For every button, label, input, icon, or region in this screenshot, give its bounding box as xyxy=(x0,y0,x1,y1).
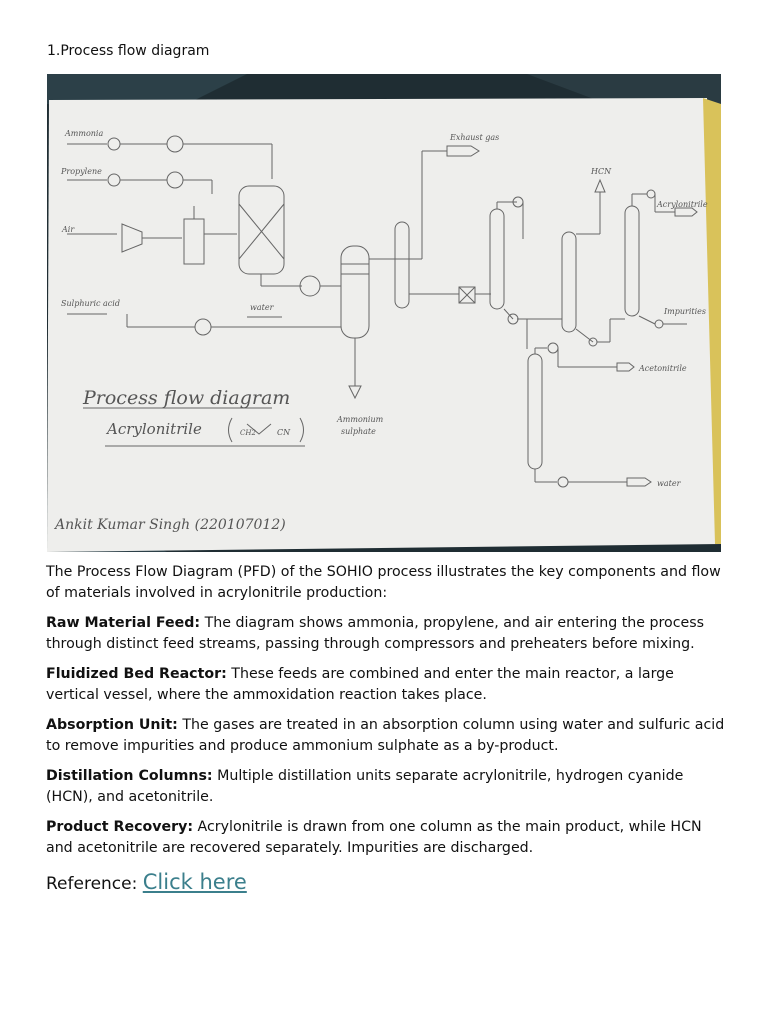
label-ammonium: Ammonium xyxy=(337,415,384,424)
reference-link[interactable]: Click here xyxy=(142,870,247,894)
figure-subtitle: Acrylonitrile xyxy=(107,420,202,438)
reference-label: Reference xyxy=(46,874,132,894)
item-head: Product Recovery: xyxy=(46,819,194,835)
label-acetonitrile: Acetonitrile xyxy=(639,364,687,373)
figure-title: Process flow diagram xyxy=(83,387,291,409)
item-absorption xyxy=(46,715,726,756)
label-exhaust-gas: Exhaust gas xyxy=(450,133,500,142)
item-distillation xyxy=(46,766,726,807)
paper-sheet xyxy=(47,98,721,552)
item-body: The diagram shows ammonia, propylene, and air entering the process through distinct feed streams, passing through compressors and preheaters before mixing. xyxy=(46,615,705,652)
section-heading: 1.Process flow diagram xyxy=(47,43,210,59)
item-body: These feeds are combined and enter the main reactor, a large vertical vessel, where the ammoxidation reaction takes place. xyxy=(46,666,674,703)
item-reactor xyxy=(46,664,726,705)
intro-paragraph: The Process Flow Diagram (PFD) of the SOHIO process illustrates the key components and flow of materials involved in acrylonitrile production: xyxy=(46,564,721,601)
label-water-in: water xyxy=(250,303,274,312)
label-sulphate: sulphate xyxy=(341,427,376,436)
item-head: Fluidized Bed Reactor: xyxy=(46,666,227,682)
label-hcn: HCN xyxy=(591,167,612,176)
formula-ch2: CH2 xyxy=(240,429,256,437)
label-sulphuric-acid: Sulphuric acid xyxy=(61,299,120,308)
label-impurities: Impurities xyxy=(664,307,707,316)
reference-colon: : xyxy=(131,874,138,894)
label-ammonia: Ammonia xyxy=(65,129,104,138)
item-body: Multiple distillation units separate acrylonitrile, hydrogen cyanide (HCN), and acetonitrile. xyxy=(46,768,684,805)
item-head: Distillation Columns: xyxy=(46,768,213,784)
label-water-out: water xyxy=(657,479,681,488)
item-body: The gases are treated in an absorption column using water and sulfuric acid to remove impurities and produce ammonium sulphate as a by-product. xyxy=(46,717,725,754)
reference-line xyxy=(46,870,247,894)
label-acrylonitrile: Acrylonitrile xyxy=(657,200,708,209)
item-head: Raw Material Feed: xyxy=(46,615,201,631)
item-raw-material xyxy=(46,613,726,654)
item-head: Absorption Unit: xyxy=(46,717,178,733)
process-flow-diagram-photo xyxy=(47,74,721,552)
item-body: Acrylonitrile is drawn from one column as the main product, while HCN and acetonitrile are recovered separately. Impurities are discharged. xyxy=(46,819,702,856)
formula-cn: CN xyxy=(277,428,291,437)
author-signature: Ankit Kumar Singh (220107012) xyxy=(55,517,286,533)
label-propylene: Propylene xyxy=(61,167,102,176)
label-air: Air xyxy=(62,225,75,234)
item-recovery xyxy=(46,817,726,858)
